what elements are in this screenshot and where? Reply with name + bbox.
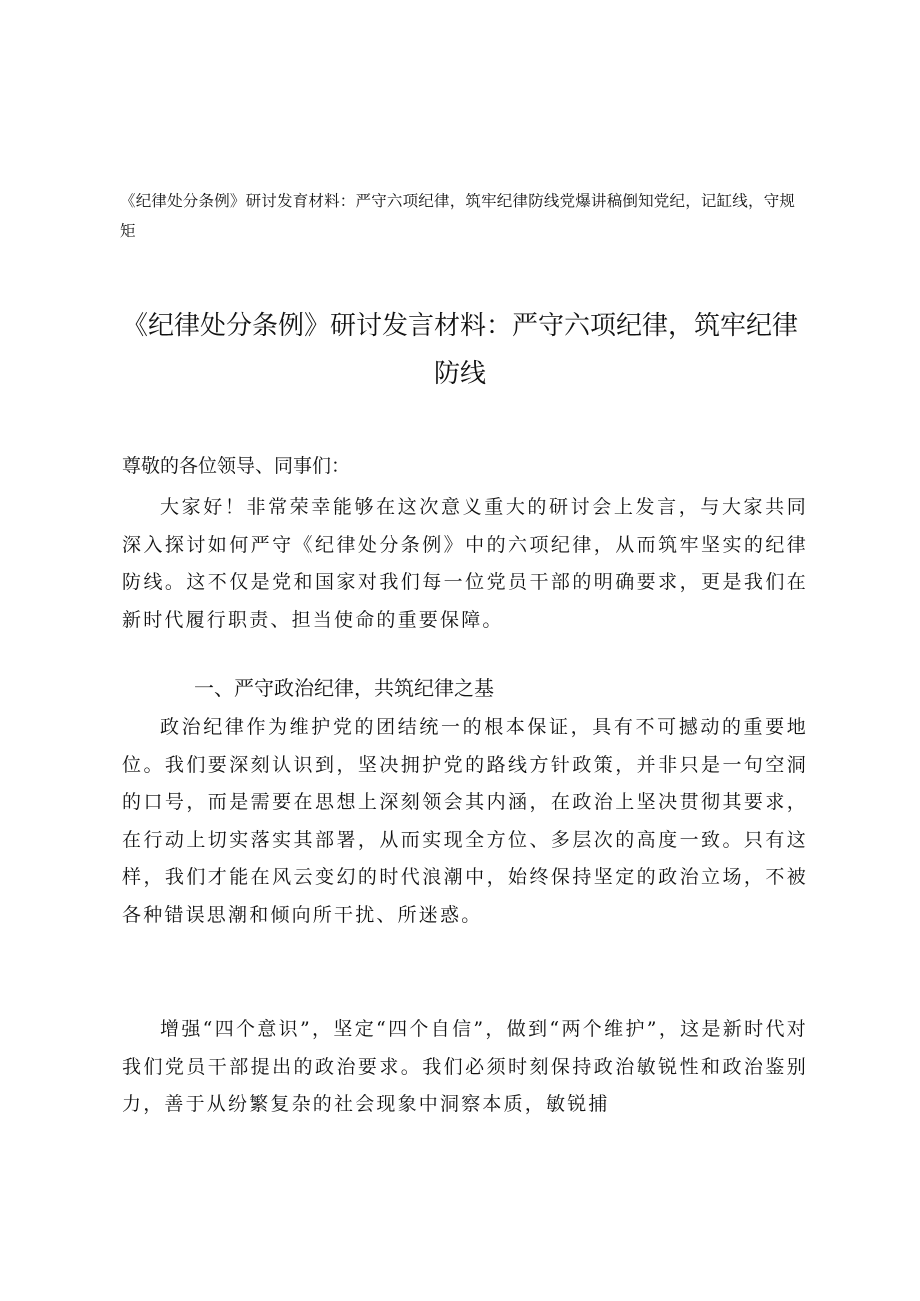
- main-title: 《纪律处分条例》研讨发言材料：严守六项纪律，筑牢纪律防线: [121, 311, 798, 389]
- paragraph-four-consciousness: 增强“四个意识”，坚定“四个自信”，做到“两个维护”，这是新时代对我们党员干部提出的政治要求。我们必须时刻保持政治敏锐性和政治鉴别力，善于从纷繁复杂的社会现象中洞察本质，敏锐捕: [122, 1018, 808, 1115]
- paragraph-political-discipline: 政治纪律作为维护党的团结统一的根本保证，具有不可撼动的重要地位。我们要深刻认识到，坚决拥护党的路线方针政策，并非只是一句空洞的口号，而是需要在思想上深刻领会其内涵，在政治上坚决贯彻其要求，在行动上切实落实其部署，从而实现全方位、多层次的高度一致。只有这样，我们才能在风云变幻的时代浪潮中，始终保持坚定的政治立场，不被各种错误思潮和倾向所干扰、所迷惑。: [122, 716, 808, 926]
- paragraph-intro: 大家好！非常荣幸能够在这次意义重大的研讨会上发言，与大家共同深入探讨如何严守《纪律处分条例》中的六项纪律，从而筑牢坚实的纪律防线。这不仅是党和国家对我们每一位党员干部的明确要求，更是我们在新时代履行职责、担当使命的重要保障。: [122, 496, 808, 631]
- header-title: 《纪律处分条例》研讨发育材料：严守六项纪律，筑牢纪律防线党爆讲稿倒知党纪，记缸线，守规矩: [120, 192, 796, 240]
- salutation: 尊敬的各位领导、同事们：: [122, 455, 351, 477]
- section-heading: 一、严守政治纪律，共筑纪律之基: [194, 676, 494, 700]
